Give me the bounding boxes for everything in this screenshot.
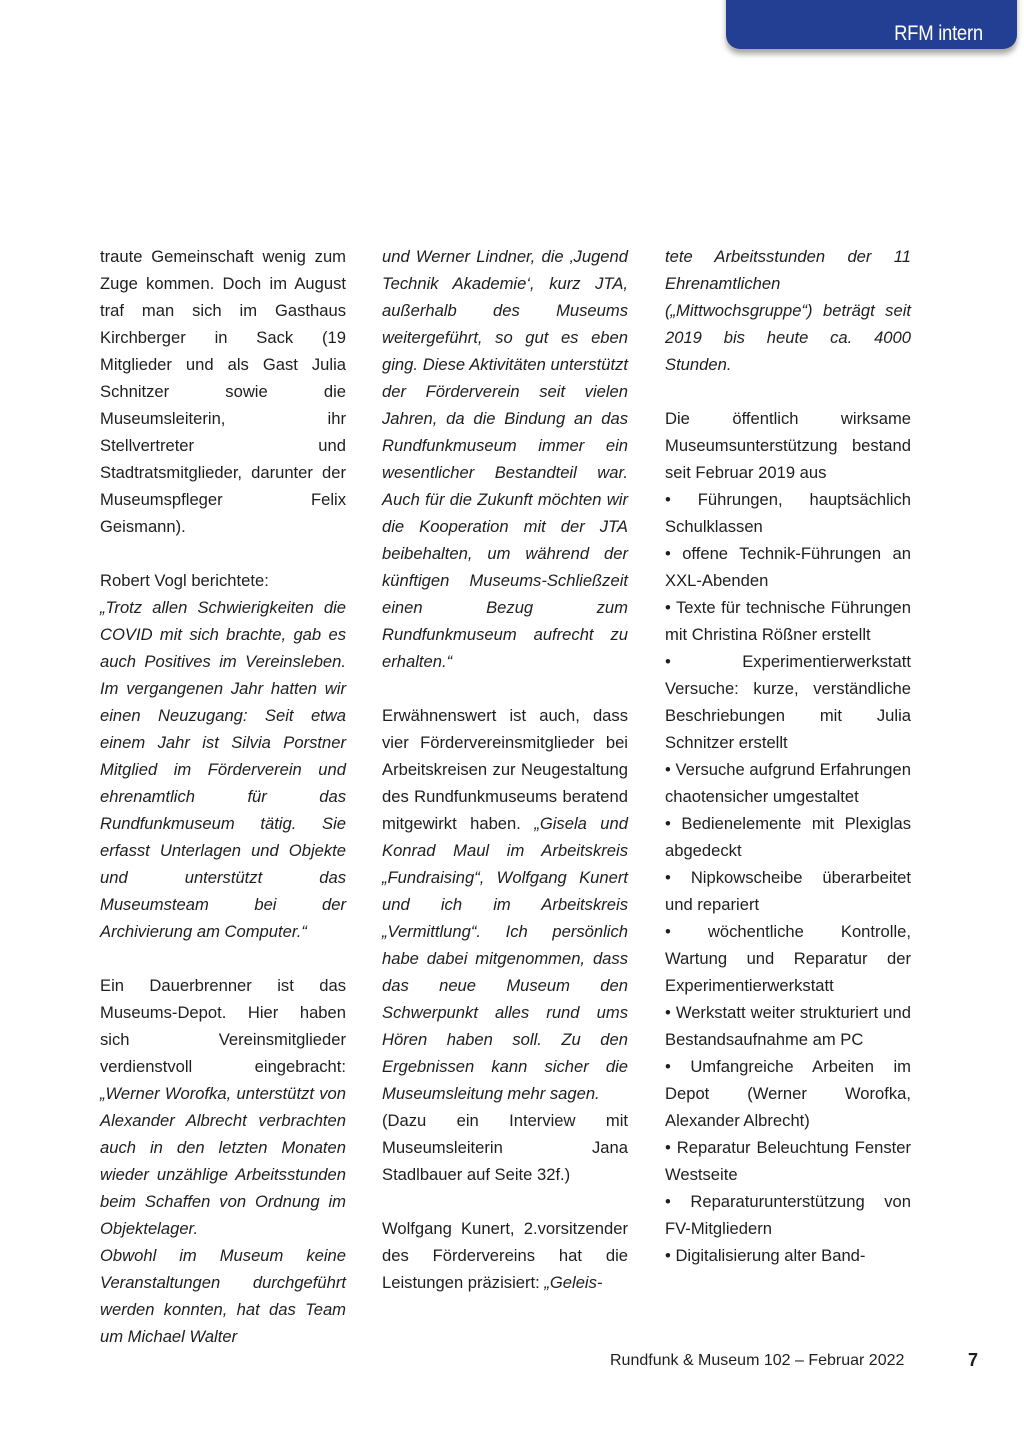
quote-paragraph: Obwohl im Museum keine Veranstaltungen durchgeführt werden konnten, hat das Team um Michael Walter xyxy=(100,1246,346,1346)
bullet-icon: • xyxy=(665,1003,671,1022)
bullet-icon: • xyxy=(665,1246,671,1265)
bullet-icon: • xyxy=(665,598,671,617)
paragraph: traute Gemeinschaft wenig zum Zuge kommen. Doch im August traf man sich im Gasthaus Kirchberger in Sack (19 Mitglieder und als Gast Julia Schnitzer sowie die Museumsleiterin, ihr Stellvertreter und Stadtratsmitglieder, darunter der Museumspfleger Felix Geismann). xyxy=(100,247,346,536)
bullet-item: • Versuche aufgrund Erfahrungen chaotensicher umgestaltet xyxy=(665,760,911,806)
bullet-item: • Reparatur Beleuchtung Fenster Westseite xyxy=(665,1138,911,1184)
quote-paragraph: und Werner Lindner, die ‚Jugend Technik Akademie‘, kurz JTA, außerhalb des Museums weitergeführt, so gut es eben ging. Diese Aktivitäten unterstützt der Förderverein seit vielen Jahren, da die Bindung an das Rundfunkmuseum immer ein wesentlicher Bestandteil war. Auch für die Zukunft möchten wir die Kooperation mit der JTA beibehalten, um während der künftigen Museums-Schließzeit einen Bezug zum Rundfunkmuseum aufrecht zu erhalten.“ xyxy=(382,247,628,671)
bullet-item: • Werkstatt weiter strukturiert und Bestandsaufnahme am PC xyxy=(665,1003,911,1049)
bullet-item: • Texte für technische Führungen mit Christina Rößner erstellt xyxy=(665,598,912,644)
bullet-icon: • xyxy=(665,922,671,941)
text-column-2 xyxy=(382,243,628,1296)
quote-text: „Gisela und Konrad Maul im Arbeitskreis „Fundraising“, Wolfgang Kunert und ich im Arbeitskreis „Vermittlung“. Ich persönlich habe dabei mitgenommen, dass das neue Museum den Schwerpunkt alles rund ums Hören haben soll. Zu den Ergebnissen kann sicher die Museumsleitung mehr sagen. xyxy=(382,814,628,1103)
bullet-icon: • xyxy=(665,1192,671,1211)
bullet-icon: • xyxy=(665,760,671,779)
paragraph xyxy=(382,702,628,1107)
bullet-icon: • xyxy=(665,1138,671,1157)
paragraph xyxy=(382,1215,628,1296)
paragraph-text: Wolfgang Kunert, 2.vorsitzender des Fördervereins hat die Leistungen präzisiert: xyxy=(382,1219,628,1292)
text-column-3 xyxy=(665,243,911,1269)
bullet-item: • Experimentierwerkstatt Versuche: kurze, verständliche Beschriebungen mit Julia Schnitzer erstellt xyxy=(665,652,911,752)
text-column-1 xyxy=(100,243,346,1350)
quote-paragraph: tete Arbeitsstunden der 11 Ehrenamtlichen („Mittwochsgruppe“) beträgt seit 2019 bis heute ca. 4000 Stunden. xyxy=(665,247,911,374)
footer-publication: Rundfunk & Museum 102 – Februar 2022 xyxy=(610,1352,905,1369)
bullet-list xyxy=(665,486,911,1269)
paragraph: Robert Vogl berichtete: xyxy=(100,571,269,590)
bullet-icon: • xyxy=(665,814,671,833)
bullet-item: • wöchentliche Kontrolle, Wartung und Reparatur der Experimentierwerkstatt xyxy=(665,922,911,995)
bullet-item: • Digitalisierung alter Band- xyxy=(665,1246,866,1265)
section-tab-label: RFM intern xyxy=(894,22,983,45)
bullet-item: • offene Technik-Führungen an XXL-Abenden xyxy=(665,544,911,590)
paragraph-text: Ein Dauerbrenner ist das Museums-Depot. Hier haben sich Vereinsmitglieder verdienstvoll eingebracht: xyxy=(100,976,346,1076)
bullet-item: • Führungen, hauptsächlich Schulklassen xyxy=(665,490,911,536)
bullet-item: • Reparaturunterstützung von FV-Mitgliedern xyxy=(665,1192,911,1238)
bullet-icon: • xyxy=(665,490,671,509)
section-tab xyxy=(726,0,1017,49)
paragraph xyxy=(100,972,346,1242)
bullet-item: • Umfangreiche Arbeiten im Depot (Werner Worofka, Alexander Albrecht) xyxy=(665,1057,911,1130)
quote-text: „Geleis- xyxy=(544,1273,603,1292)
bullet-item: • Nipkowscheibe überarbeitet und repariert xyxy=(665,868,911,914)
bullet-icon: • xyxy=(665,868,671,887)
paragraph: (Dazu ein Interview mit Museumsleiterin Jana Stadlbauer auf Seite 32f.) xyxy=(382,1111,628,1184)
quote-text: „Werner Worofka, unterstützt von Alexander Albrecht verbrachten auch in den letzten Monaten wieder unzählige Arbeitsstunden beim Schaffen von Ordnung im Objektelager. xyxy=(100,1084,346,1238)
bullet-item: • Bedienelemente mit Plexiglas abgedeckt xyxy=(665,814,911,860)
bullet-icon: • xyxy=(665,1057,671,1076)
paragraph: Die öffentlich wirksame Museumsunterstützung bestand seit Februar 2019 aus xyxy=(665,409,911,482)
bullet-icon: • xyxy=(665,652,671,671)
bullet-icon: • xyxy=(665,544,671,563)
quote-paragraph: „Trotz allen Schwierigkeiten die COVID mit sich brachte, gab es auch Positives im Vereinsleben. Im vergangenen Jahr hatten wir einen Neuzugang: Seit etwa einem Jahr ist Silvia Porstner Mitglied im Förderverein und ehrenamtlich für das Rundfunkmuseum tätig. Sie erfasst Unterlagen und Objekte und unterstützt das Museumsteam bei der Archivierung am Computer.“ xyxy=(100,598,346,941)
page-number: 7 xyxy=(968,1350,979,1370)
paragraph-text: Erwähnenswert ist auch, dass vier Fördervereinsmitglieder bei Arbeitskreisen zur Neugestaltung des Rundfunkmuseums beratend mitgewirkt haben. xyxy=(382,706,628,833)
